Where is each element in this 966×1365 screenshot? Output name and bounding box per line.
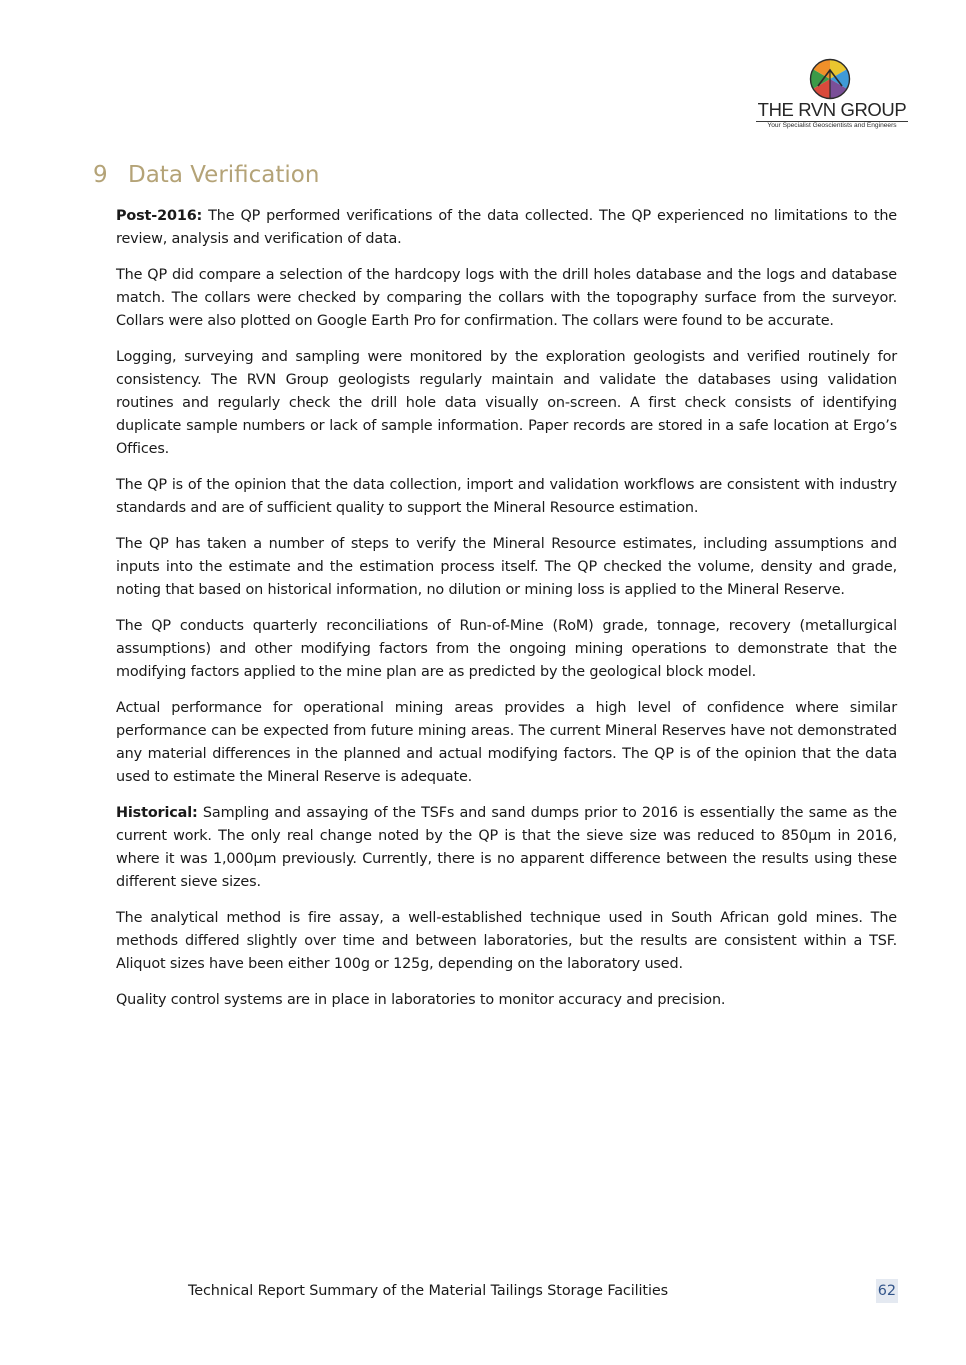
paragraph (116, 615, 897, 684)
logo-name: THE RVN GROUP (757, 99, 907, 120)
section-title: Data Verification (128, 162, 320, 188)
paragraph-text: The QP did compare a selection of the hardcopy logs with the drill holes database and the logs and database match. The collars were checked by comparing the collars with the topography surface from the surveyor. Collars were also plotted on Google Earth Pro for confirmation. The collars were found to be accurate. (116, 267, 897, 329)
paragraph-lead: Post-2016: (116, 208, 203, 224)
paragraph-text: The analytical method is fire assay, a well-established technique used in South African gold mines. The methods differed slightly over time and between laboratories, but the results are consistent within a TSF. Aliquot sizes have been either 100g or 125g, depending on the laboratory used. (116, 910, 897, 972)
paragraph (116, 205, 897, 251)
paragraph (116, 264, 897, 333)
page-number: 62 (876, 1279, 898, 1303)
paragraph (116, 533, 897, 602)
rvn-pie-logo-icon (809, 58, 851, 100)
paragraph (116, 989, 897, 1012)
section-number: 9 (93, 162, 108, 188)
paragraph-text: The QP performed verifications of the data collected. The QP experienced no limitations to the review, analysis and verification of data. (116, 208, 897, 247)
paragraph-text: Sampling and assaying of the TSFs and sand dumps prior to 2016 is essentially the same as the current work. The only real change noted by the QP is that the sieve size was reduced to 850µm in 2016, where it was 1,000µm previously. Currently, there is no apparent difference between the results using these different sieve sizes. (116, 805, 897, 890)
footer-title: Technical Report Summary of the Material Tailings Storage Facilities (188, 1283, 669, 1299)
company-logo (754, 58, 914, 132)
paragraph-text: Quality control systems are in place in laboratories to monitor accuracy and precision. (116, 992, 726, 1008)
paragraph-text: The QP conducts quarterly reconciliations of Run-of-Mine (RoM) grade, tonnage, recovery (metallurgical assumptions) and other modifying factors from the ongoing mining operations to demonstrate that the modifying factors applied to the mine plan are as predicted by the geological block model. (116, 618, 897, 680)
paragraph (116, 346, 897, 461)
paragraph (116, 697, 897, 789)
page-footer (0, 1279, 966, 1303)
section-body (116, 205, 897, 1025)
paragraph (116, 802, 897, 894)
paragraph-text: Actual performance for operational mining areas provides a high level of confidence where similar performance can be expected from future mining areas. The current Mineral Reserves have not demonstrated any material differences in the planned and actual modifying factors. The QP is of the opinion that the data used to estimate the Mineral Reserve is adequate. (116, 700, 897, 785)
section-heading (93, 160, 319, 190)
paragraph (116, 907, 897, 976)
paragraph-lead: Historical: (116, 805, 198, 821)
logo-tagline: Your Specialist Geoscientists and Engineers (767, 122, 897, 129)
paragraph-text: The QP has taken a number of steps to verify the Mineral Resource estimates, including assumptions and inputs into the estimate and the estimation process itself. The QP checked the volume, density and grade, noting that based on historical information, no dilution or mining loss is applied to the Mineral Reserve. (116, 536, 897, 598)
paragraph-text: The QP is of the opinion that the data collection, import and validation workflows are consistent with industry standards and are of sufficient quality to support the Mineral Resource estimation. (116, 477, 897, 516)
paragraph (116, 474, 897, 520)
paragraph-text: Logging, surveying and sampling were monitored by the exploration geologists and verified routinely for consistency. The RVN Group geologists regularly maintain and validate the databases using validation routines and regularly check the drill hole data visually on-screen. A first check consists of identifying duplicate sample numbers or lack of sample information. Paper records are stored in a safe location at Ergo’s Offices. (116, 349, 897, 457)
